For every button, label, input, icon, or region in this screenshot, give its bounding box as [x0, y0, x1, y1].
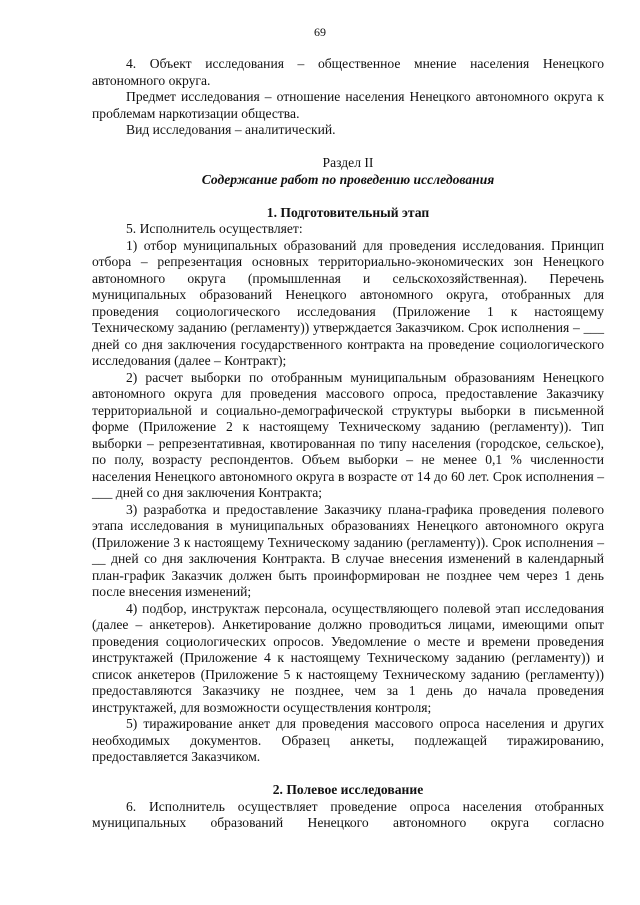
- spacer: [92, 766, 604, 783]
- stage1-item-4: 4) подбор, инструктаж персонала, осуществляющего полевой этап исследования (далее – анкетеров). Анкетирование должно проводиться лицами, имеющими опыт проведения социологических опросов. Уведомление о месте и времени проведения инструктажей (Приложение 4 к настоящему Техническому заданию (регламенту)) и список анкетеров (Приложение 5 к настоящему Техническому заданию (регламенту)) предоставляются Заказчику не позднее, чем за 1 день до начала проведения инструктажей, для возможности осуществления контроля;: [92, 600, 604, 715]
- object-paragraph: 4. Объект исследования – общественное мнение населения Ненецкого автономного округа.: [92, 56, 604, 88]
- type-paragraph: Вид исследования – аналитический.: [126, 122, 336, 137]
- document-body: [92, 56, 604, 832]
- subject-paragraph: Предмет исследования – отношение населения Ненецкого автономного округа к проблемам наркотизации общества.: [92, 89, 604, 121]
- stage1-item-1: 1) отбор муниципальных образований для проведения исследования. Принцип отбора – репрезентация основных территориально-экономических зон Ненецкого автономного округа (промышленная и сельскохозяйственная). Перечень муниципальных образований Ненецкого автономного округа, отобранных для проведения социологического исследования (Приложение 1 к настоящему Техническому заданию (регламенту)) утверждается Заказчиком. Срок исполнения – ___ дней со дня заключения государственного контракта на проведение социологического исследования (далее – Контракт);: [92, 237, 604, 368]
- stage2-paragraph: 6. Исполнитель осуществляет проведение опроса населения отобранных муниципальных образований Ненецкого автономного округа согласно: [92, 798, 604, 830]
- stage1-item-2: 2) расчет выборки по отобранным муниципальным образованиям Ненецкого автономного округа для проведения массового опроса, предоставление Заказчику территориальной и социально-демографической структуры выборки в письменной форме (Приложение 2 к настоящему Техническому заданию (регламенту)). Тип выборки – репрезентативная, квотированная по типу населения (городское, сельское), по полу, возрасту респондентов. Объем выборки – не менее 0,1 % численности населения Ненецкого автономного округа в возрасте от 14 до 60 лет. Срок исполнения –___ дней со дня заключения Контракта;: [92, 369, 604, 500]
- stage1-intro: 5. Исполнитель осуществляет:: [126, 221, 303, 236]
- page-number: 69: [314, 25, 326, 39]
- stage1-item-3: 3) разработка и предоставление Заказчику плана-графика проведения полевого этапа исследования в муниципальных образованиях Ненецкого автономного округа (Приложение 3 к настоящему Техническому заданию (регламенту)). Срок исполнения – __ дней со дня заключения Контракта. В случае внесения изменений в календарный план-график Заказчик должен быть проинформирован не позднее чем через 1 день после внесения изменений;: [92, 501, 604, 599]
- stage2-heading: 2. Полевое исследование: [272, 782, 424, 797]
- spacer: [92, 188, 604, 205]
- stage1-heading: 1. Подготовительный этап: [266, 204, 430, 220]
- spacer: [92, 139, 604, 156]
- stage1-item-5: 5) тиражирование анкет для проведения массового опроса населения и других необходимых документов. Образец анкеты, подлежащей тиражированию, предоставляется Заказчиком.: [92, 716, 604, 764]
- section-title: Содержание работ по проведению исследования: [201, 171, 495, 187]
- section-label: Раздел II: [322, 155, 374, 170]
